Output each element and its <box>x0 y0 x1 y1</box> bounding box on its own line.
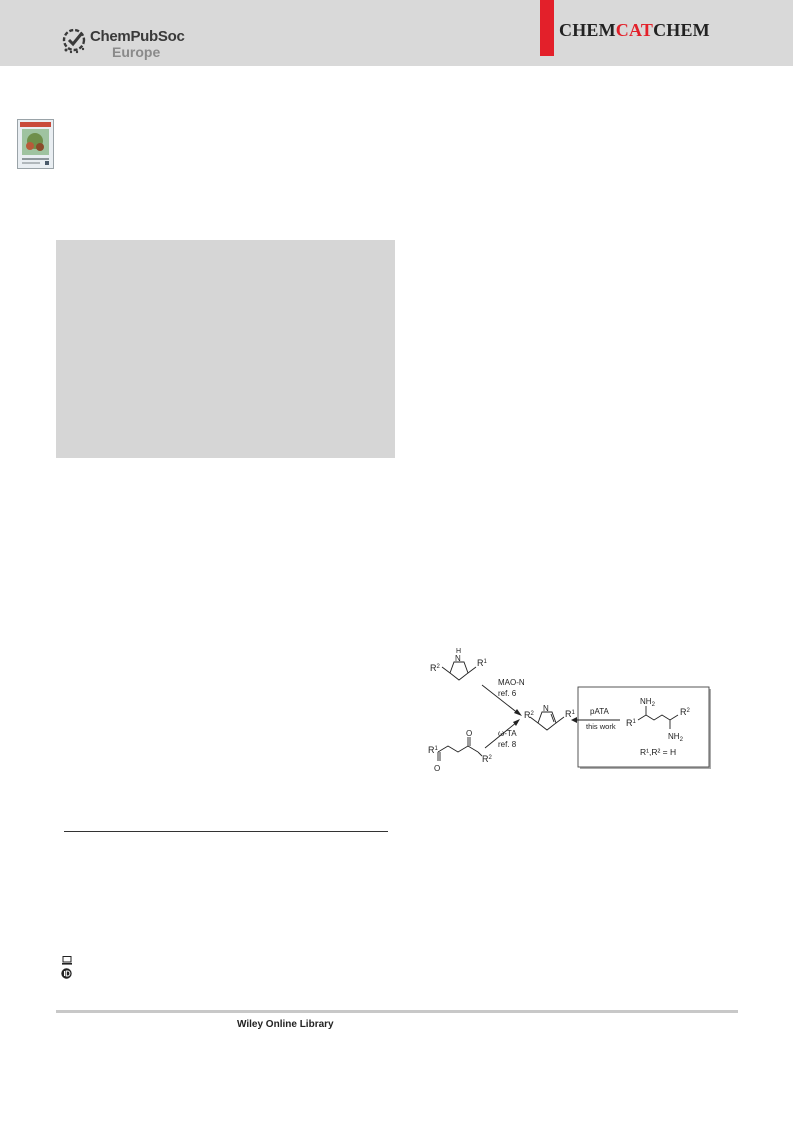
journal-title-highlight: CAT <box>615 20 654 40</box>
diamine-r1-label: $R^1$ <box>626 718 636 728</box>
pyrrolidine-r1-label: $R^1$ <box>477 658 487 668</box>
page-header <box>0 0 793 66</box>
pyrrolidine-structure <box>430 648 488 680</box>
publisher-subtitle: Europe <box>112 44 161 60</box>
omega-ta-arrow <box>485 719 520 749</box>
orcid-icon[interactable] <box>61 968 72 979</box>
pyrrolidine-h-label: H <box>456 648 462 655</box>
reaction-scheme <box>418 640 718 775</box>
publisher-name: ChemPubSoc <box>90 28 185 45</box>
pata-label: pATA <box>590 707 609 716</box>
journal-accent-bar <box>540 0 554 56</box>
diketone-o2-label: O <box>466 729 473 738</box>
abstract-panel <box>56 240 395 458</box>
mao-n-arrow <box>482 678 525 716</box>
wiley-online-library-link[interactable]: Wiley Online Library <box>237 1019 334 1030</box>
diamine-r2-label: $R^2$ <box>680 707 690 717</box>
pyrrolidine-r2-label: $R^2$ <box>430 663 440 673</box>
pyrroline-r1-label: $R^1$ <box>565 709 575 719</box>
journal-title-suffix: CHEM <box>653 20 710 40</box>
omega-ta-label: ω-TA <box>498 729 517 738</box>
this-work-box <box>571 687 711 769</box>
supporting-info-icon[interactable] <box>62 956 72 965</box>
pyrroline-r2-label: $R^2$ <box>524 710 534 720</box>
journal-title <box>559 20 710 41</box>
diketone-o1-label: O <box>434 764 441 773</box>
publisher-logo <box>62 26 222 60</box>
diamine-nh2-top-label: $NH_2$ <box>640 697 655 708</box>
diamine-nh2-bottom-label: $NH_2$ <box>668 732 683 743</box>
footnote-divider <box>64 831 388 832</box>
chempubsoc-badge-icon <box>62 26 90 54</box>
diketone-r1-label: $R^1$ <box>428 745 438 755</box>
substituent-condition: R¹,R² = H <box>640 747 677 757</box>
pyrrolidine-n-label: N <box>455 654 461 663</box>
journal-title-prefix: CHEM <box>559 20 616 40</box>
pyrroline-n-label: N <box>543 704 549 713</box>
journal-cover-thumbnail <box>17 119 54 169</box>
pyrroline-structure <box>524 704 576 730</box>
mao-n-label: MAO-N <box>498 678 525 687</box>
diketone-r2-label: $R^2$ <box>482 754 492 764</box>
mao-n-ref: ref. 6 <box>498 689 517 698</box>
diketone-structure <box>428 729 493 773</box>
pata-note: this work <box>586 722 616 731</box>
omega-ta-ref: ref. 8 <box>498 740 517 749</box>
footer-divider <box>56 1010 738 1013</box>
